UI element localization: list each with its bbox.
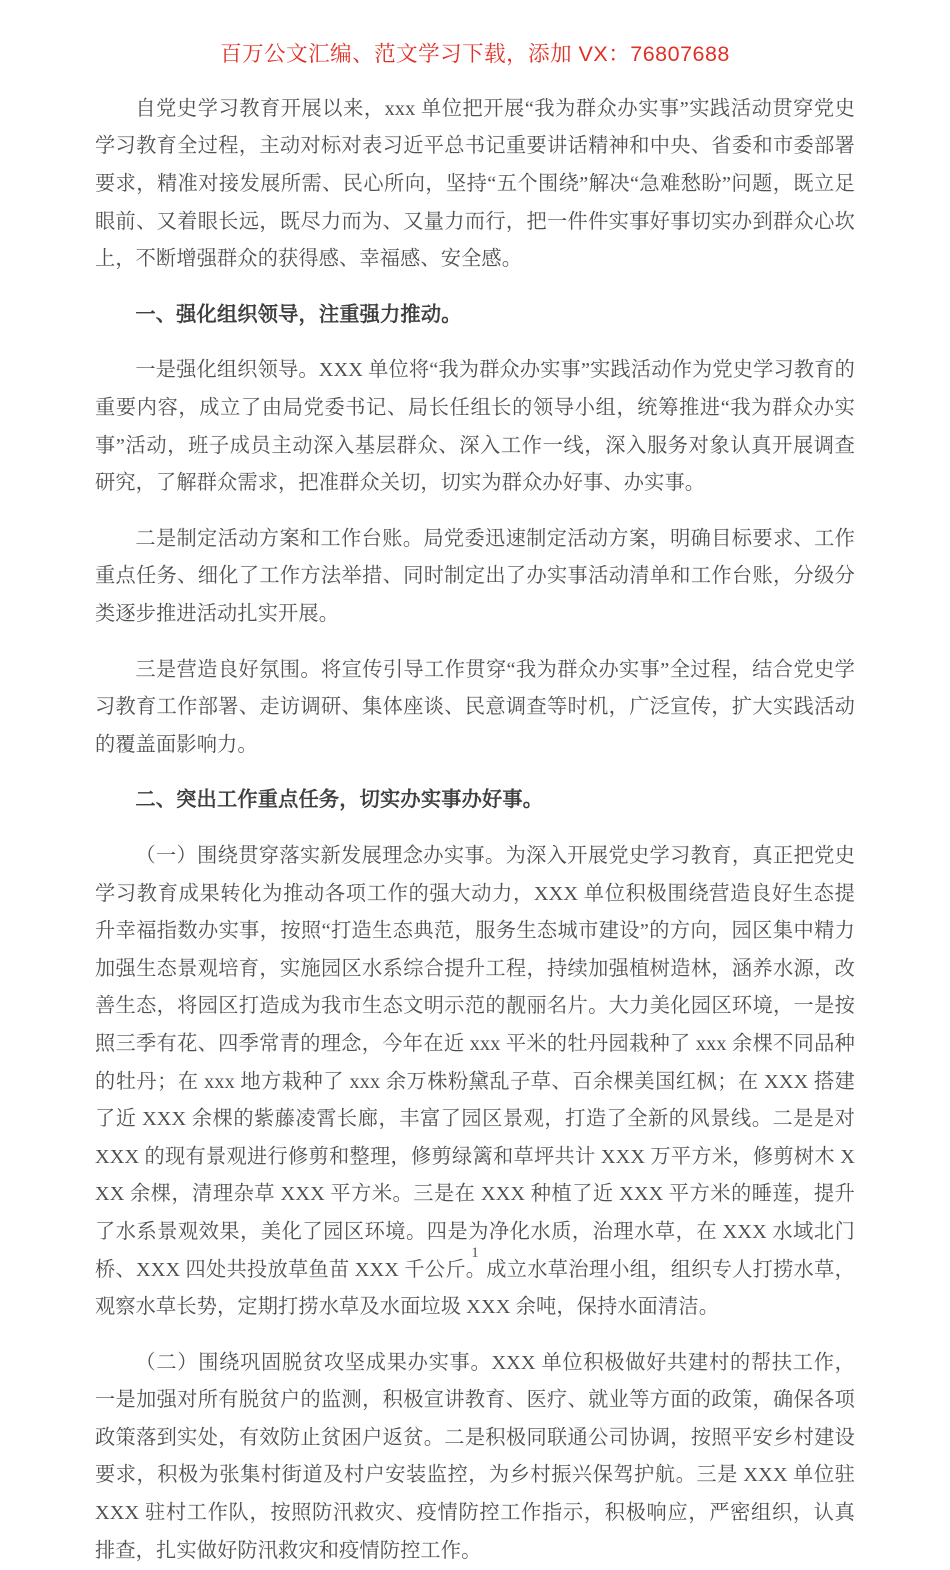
intro-paragraph: 自党史学习教育开展以来，xxx 单位把开展“我为群众办实事”实践活动贯穿党史学习教育全过程，主动对标对表习近平总书记重要讲话精神和中央、省委和市委部署要求，精准对接发展所需、民心所向，坚持“五个围绕”解决“急难愁盼”问题，既立足眼前、又着眼长远，既尽力而为、又量力而行，把一件件实事好事切实办到群众心坎上，不断增强群众的获得感、幸福感、安全感。 bbox=[95, 97, 855, 271]
paragraph-1-3: 三是营造良好氛围。将宣传引导工作贯穿“我为群众办实事”全过程，结合党史学习教育工作部署、走访调研、集体座谈、民意调查等时机，广泛宣传，扩大实践活动的覆盖面影响力。 bbox=[95, 658, 855, 756]
document-body bbox=[95, 68, 855, 1570]
paragraph-2-1: （一）围绕贯穿落实新发展理念办实事。为深入开展党史学习教育，真正把党史学习教育成果转化为推动各项工作的强大动力，XXX 单位积极围绕营造良好生态提升幸福指数办实事，按照“打造生态典范，服务生态城市建设”的方向，园区集中精力加强生态景观培育，实施园区水系综合提升工程，持续加强植树造林，涵养水源，改善生态，将园区打造成为我市生态文明示范的靓丽名片。大力美化园区环境，一是按照三季有花、四季常青的理念，今年在近 xxx 平米的牡丹园栽种了 xxx 余棵不同品种的牡丹；在 xxx 地方栽种了 xxx 余万株粉黛乱子草、百余棵美国红枫；在 XXX 搭建了近 XXX 余棵的紫藤凌霄长廊，丰富了园区景观，打造了全新的风景线。二是是对 XXX 的现有景观进行修剪和整理，修剪绿篱和草坪共计 XXX 万平方米，修剪树木 XXX 余棵，清理杂草 XXX 平方米。三是在 XXX 种植了近 XXX 平方米的睡莲，提升了水系景观效果，美化了园区环境。四是为净化水质，治理水草，在 XXX 水域北门桥、XXX 四处共投放草鱼苗 XXX 千公斤。成立水草治理小组，组织专人打捞水草，观察水草长势，定期打捞水草及水面垃圾 XXX 余吨，保持水面清洁。 bbox=[95, 844, 855, 1319]
section-heading-two: 二、突出工作重点任务，切实办实事办好事。 bbox=[135, 789, 544, 812]
paragraph-1-2: 二是制定活动方案和工作台账。局党委迅速制定活动方案，明确目标要求、工作重点任务、细化了工作方法举措、同时制定出了办实事活动清单和工作台账，分级分类逐步推进活动扎实开展。 bbox=[95, 527, 855, 625]
paragraph-2-2: （二）围绕巩固脱贫攻坚成果办实事。XXX 单位积极做好共建村的帮扶工作，一是加强对所有脱贫户的监测，积极宣讲教育、医疗、就业等方面的政策，确保各项政策落到实处，有效防止贫困户返贫。二是积极同联通公司协调，按照平安乡村建设要求，积极为张集村街道及村户安装监控，为乡村振兴保驾护航。三是 XXX 单位驻 XXX 驻村工作队，按照防汛救灾、疫情防控工作指示，积极响应，严密组织，认真排查，扎实做好防汛救灾和疫情防控工作。 bbox=[95, 1351, 855, 1562]
section-heading-one: 一、强化组织领导，注重强力推动。 bbox=[135, 303, 462, 326]
paragraph-1-1: 一是强化组织领导。XXX 单位将“我为群众办实事”实践活动作为党史学习教育的重要内容，成立了由局党委书记、局长任组长的领导小组，统筹推进“我为群众办实事”活动，班子成员主动深入基层群众、深入工作一线，深入服务对象认真开展调查研究，了解群众需求，把准群众关切，切实为群众办好事、办实事。 bbox=[95, 359, 855, 495]
promo-header-text: 百万公文汇编、范文学习下载，添加 VX：76807688 bbox=[220, 42, 730, 66]
page-number: 1 bbox=[471, 1245, 479, 1261]
